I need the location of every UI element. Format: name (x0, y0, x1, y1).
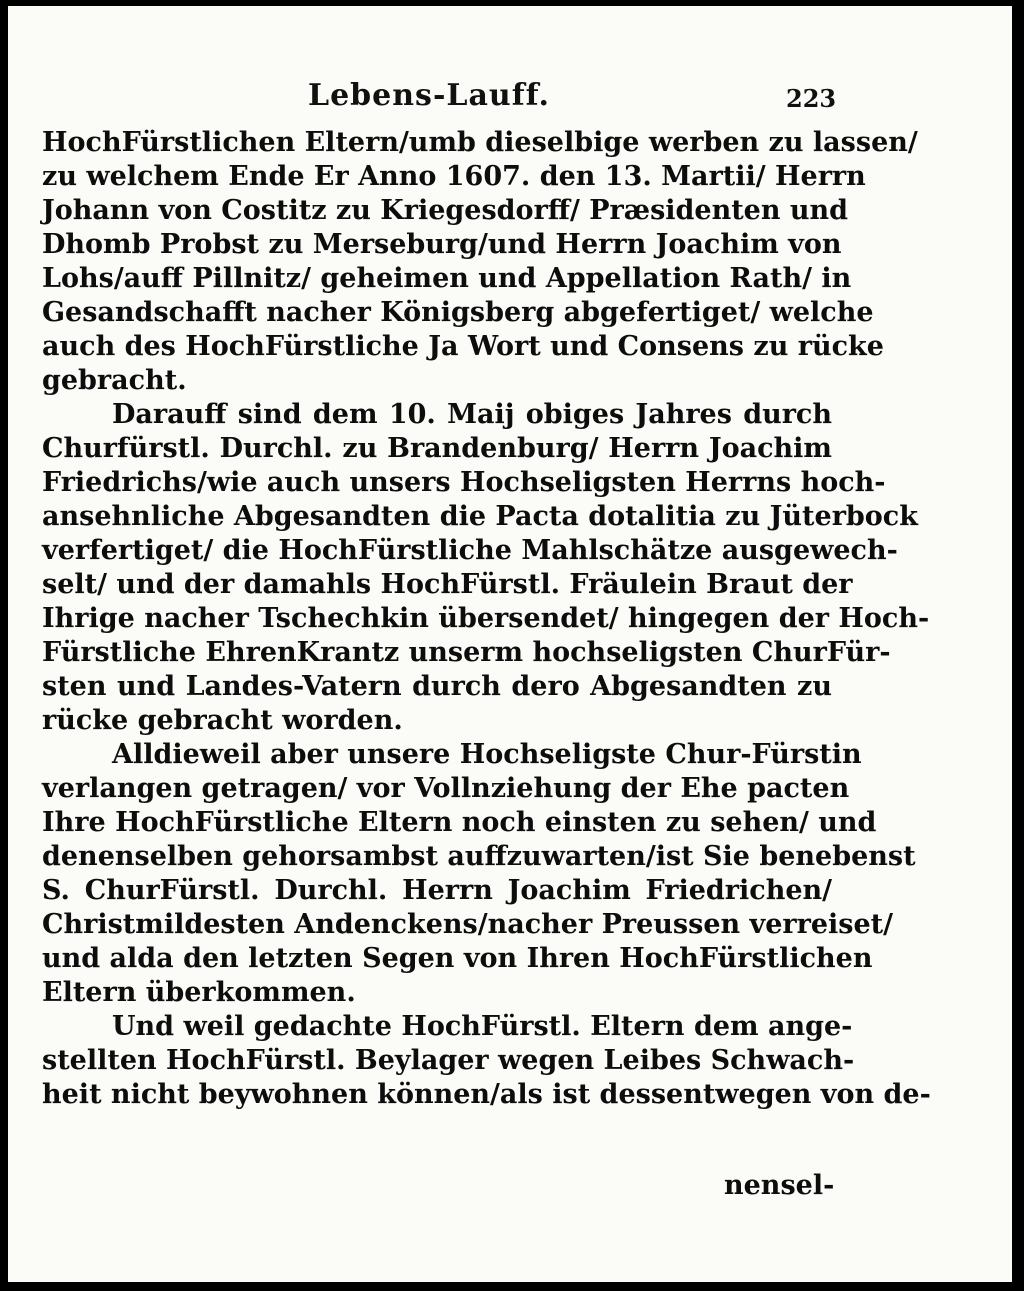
text-line: Johann von Costitz zu Kriegesdorff/ Præsidenten und (42, 195, 849, 226)
text-line: Alldieweil aber unsere Hochseligste Chur-Fürstin (112, 739, 862, 770)
text-line: Lohs/auff Pillnitz/ geheimen und Appellation Rath/ in (42, 263, 852, 294)
text-line: ansehnliche Abgesandten die Pacta dotalitia zu Jüterbock (42, 501, 918, 532)
text-line: gebracht. (42, 365, 187, 396)
text-line: rücke gebracht worden. (42, 705, 403, 736)
text-line: verfertiget/ die HochFürstliche Mahlschätze ausgewech- (42, 535, 898, 566)
text-line: Fürstliche EhrenKrantz unserm hochseligsten ChurFür- (42, 637, 891, 668)
text-line: Und weil gedachte HochFürstl. Eltern dem ange- (112, 1011, 853, 1042)
text-line: heit nicht beywohnen können/als ist dessentwegen von de- (42, 1079, 931, 1110)
text-line: Dhomb Probst zu Merseburg/und Herrn Joachim von (42, 229, 842, 260)
page-header (8, 78, 1012, 118)
document-page (8, 6, 1012, 1282)
text-line: Churfürstl. Durchl. zu Brandenburg/ Herrn Joachim (42, 433, 832, 464)
text-line: verlangen getragen/ vor Vollnziehung der Ehe pacten (42, 773, 850, 804)
text-line: HochFürstlichen Eltern/umb dieselbige werben zu lassen/ (42, 127, 918, 158)
text-line: Christmildesten Andenckens/nacher Preussen verreiset/ (42, 909, 893, 940)
page-number: 223 (786, 84, 837, 113)
text-line: Eltern überkommen. (42, 977, 356, 1008)
text-line: denenselben gehorsambst auffzuwarten/ist Sie benebenst (42, 841, 916, 872)
text-line: Friedrichs/wie auch unsers Hochseligsten Herrns hoch- (42, 467, 886, 498)
text-line: Ihre HochFürstliche Eltern noch einsten zu sehen/ und (42, 807, 877, 838)
text-line: auch des HochFürstliche Ja Wort und Consens zu rücke (42, 331, 884, 362)
text-line: und alda den letzten Segen von Ihren HochFürstlichen (42, 943, 873, 974)
text-line: Ihrige nacher Tschechkin übersendet/ hingegen der Hoch- (42, 603, 930, 634)
running-title: Lebens-Lauff. (308, 78, 550, 113)
text-line: zu welchem Ende Er Anno 1607. den 13. Martii/ Herrn (42, 161, 866, 192)
text-line: Gesandschafft nacher Königsberg abgefertiget/ welche (42, 297, 874, 328)
catchword: nensel- (724, 1170, 835, 1201)
body-text (42, 126, 931, 1112)
text-line: selt/ und der damahls HochFürstl. Fräulein Braut der (42, 569, 853, 600)
text-line: Darauff sind dem 10. Maij obiges Jahres durch (112, 399, 832, 430)
text-line: S. ChurFürstl. Durchl. Herrn Joachim Friedrichen/ (42, 875, 832, 906)
text-line: stellten HochFürstl. Beylager wegen Leibes Schwach- (42, 1045, 855, 1076)
text-line: sten und Landes-Vatern durch dero Abgesandten zu (42, 671, 832, 702)
